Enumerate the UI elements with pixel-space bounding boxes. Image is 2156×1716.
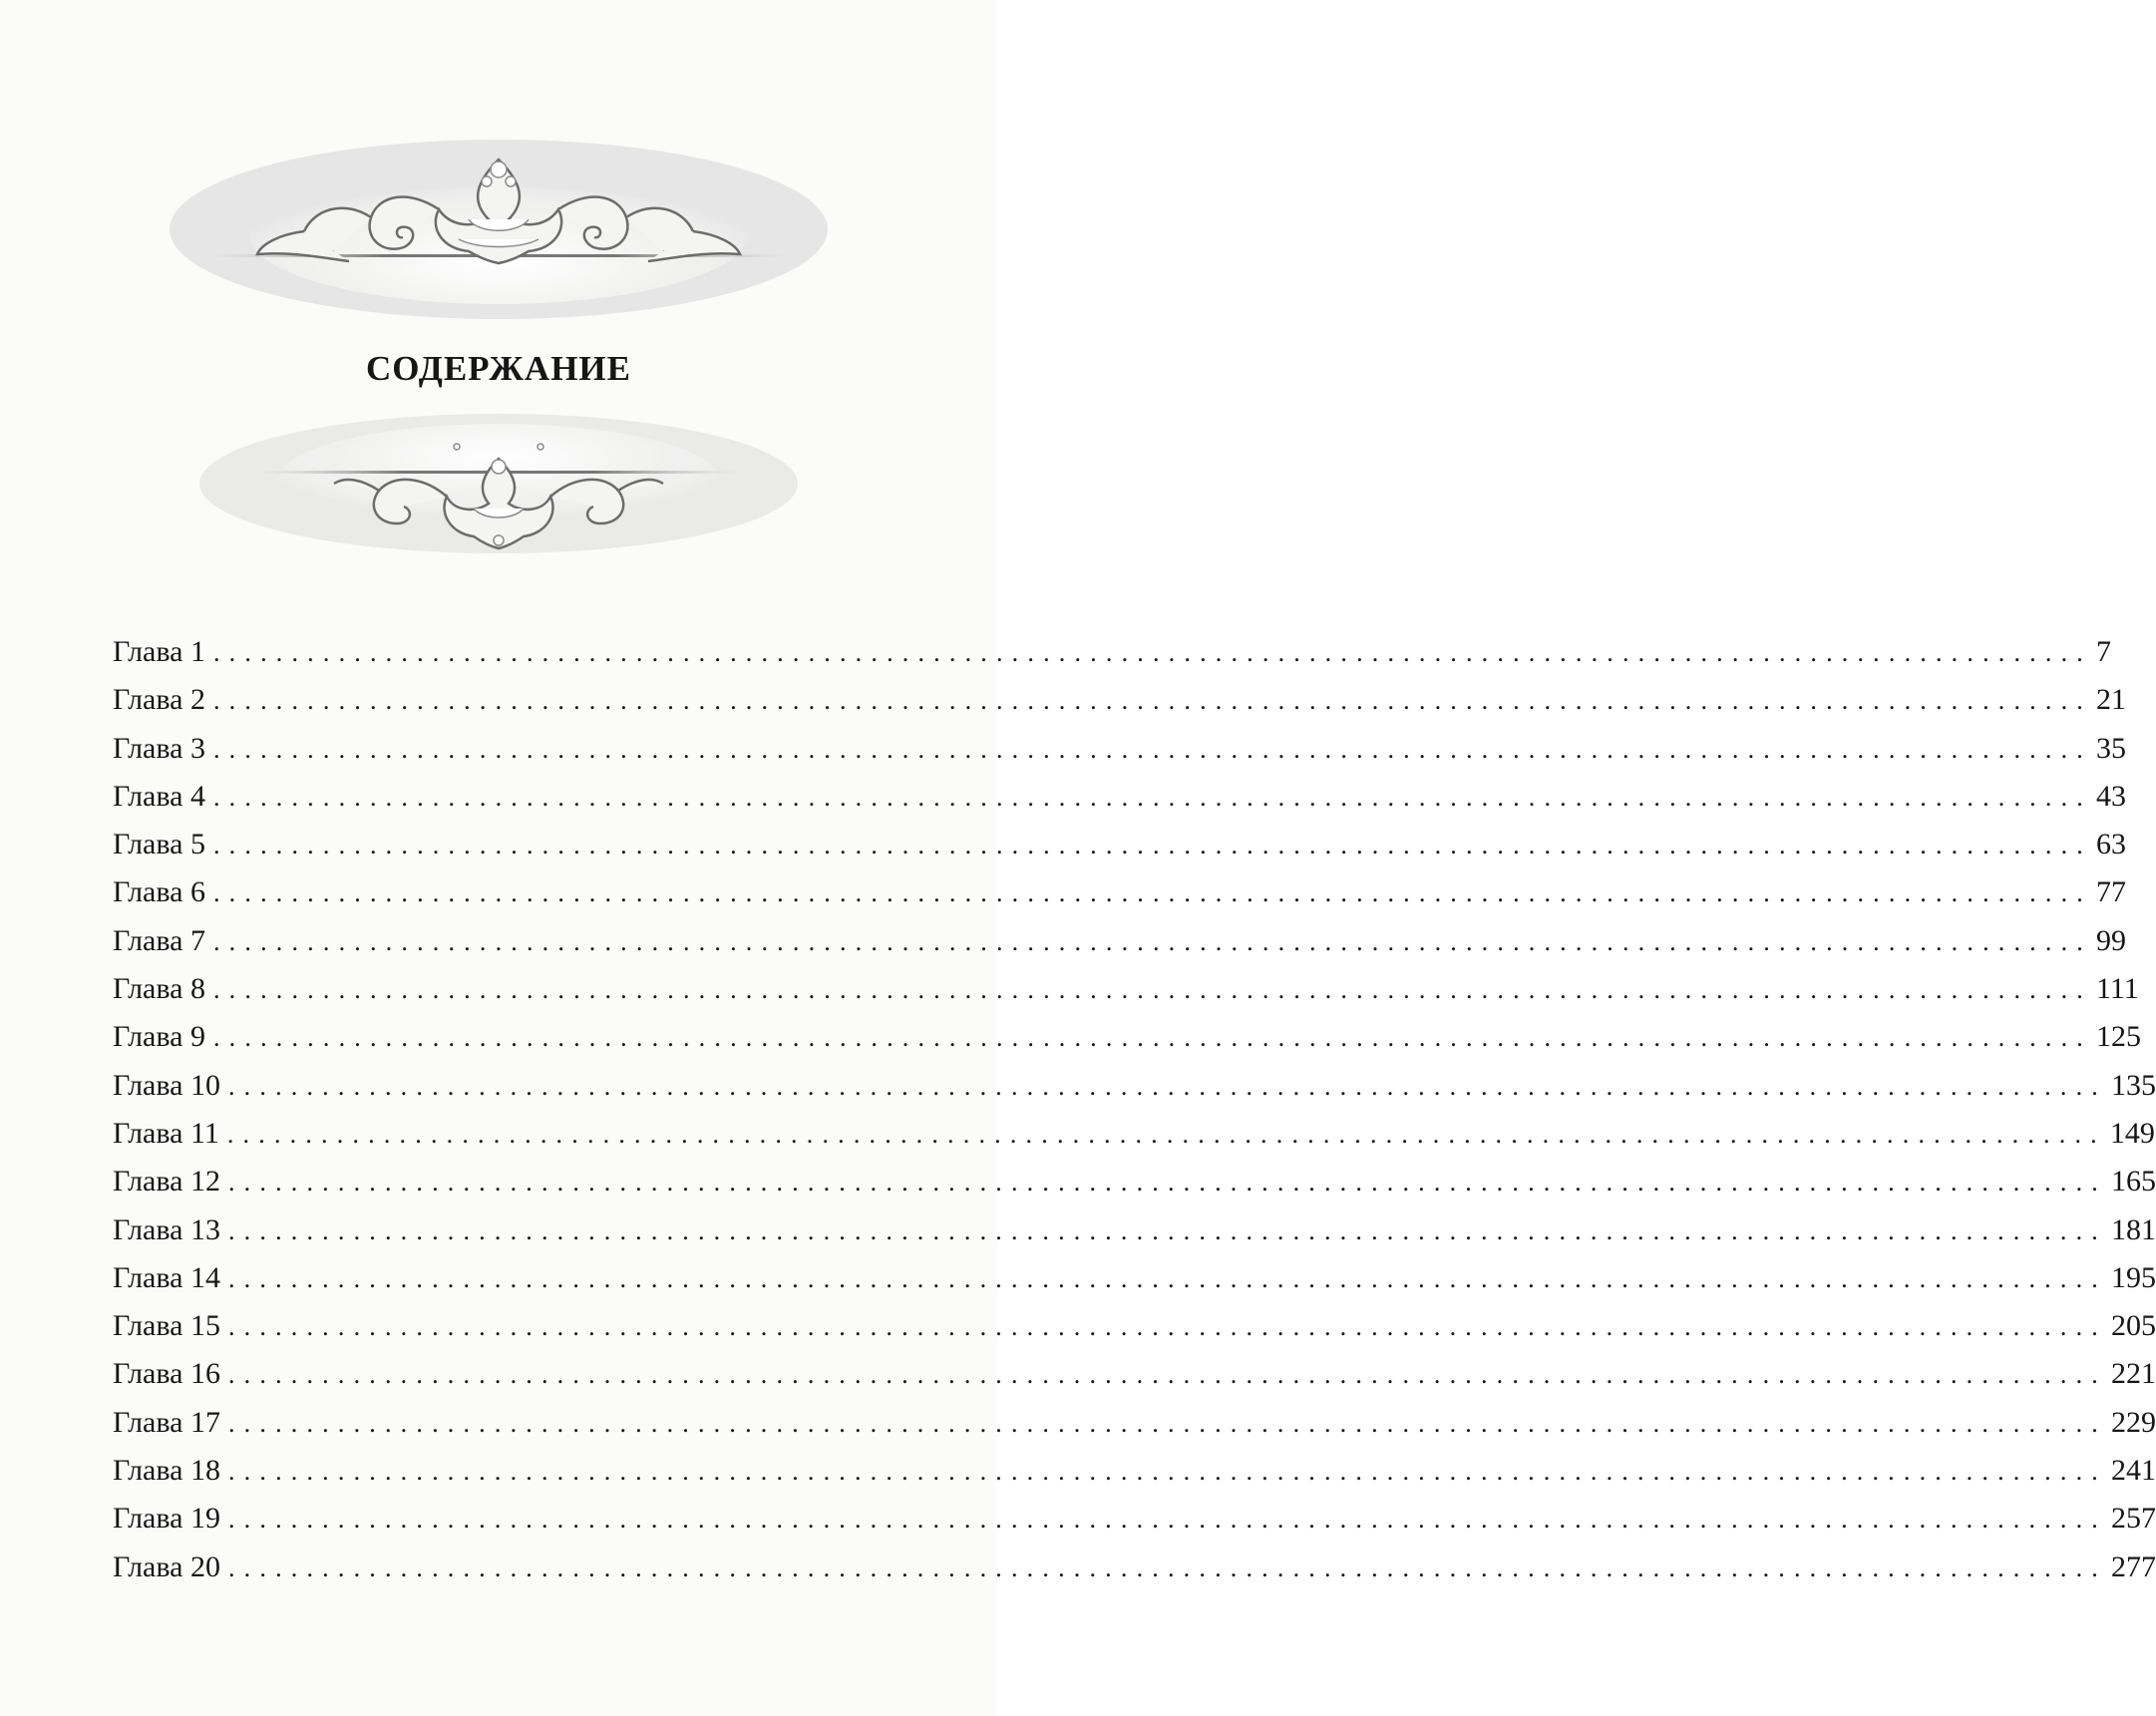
toc-entry-label: Глава 7 xyxy=(113,923,205,957)
toc-entry-page-number: 205 xyxy=(2110,1309,2156,1343)
toc-entry-label: Глава 1 xyxy=(113,635,205,668)
toc-entry-page-number: 99 xyxy=(2095,923,2126,957)
toc-entry-label: Глава 19 xyxy=(113,1502,220,1536)
dot-leader: ........................................................................................................................ xyxy=(212,686,2092,716)
toc-entry-label: Глава 4 xyxy=(113,779,205,813)
toc-entry xyxy=(113,1158,2156,1205)
toc-entry-label: Глава 3 xyxy=(113,731,205,765)
dot-leader: ........................................................................................................................ xyxy=(227,1071,2107,1101)
toc-entry-page-number: 43 xyxy=(2095,779,2126,813)
dot-leader: ........................................................................................................................ xyxy=(227,1505,2107,1535)
toc-entry-label: Глава 8 xyxy=(113,972,205,1006)
toc-entry-label: Глава 17 xyxy=(113,1405,220,1439)
toc-entry xyxy=(113,1110,2155,1158)
toc-entry xyxy=(113,628,2111,676)
toc-entry-page-number: 229 xyxy=(2110,1405,2156,1439)
top-ornament-icon xyxy=(0,140,997,319)
toc-entry xyxy=(113,1544,2156,1591)
table-of-contents xyxy=(113,628,2156,1591)
dot-leader: ........................................................................................................................ xyxy=(227,1168,2107,1198)
toc-entry xyxy=(113,1350,2156,1398)
dot-leader: ........................................................................................................................ xyxy=(227,1312,2107,1342)
toc-entry-label: Глава 9 xyxy=(113,1020,205,1054)
toc-entry xyxy=(113,821,2126,868)
dot-leader: ........................................................................................................................ xyxy=(227,1552,2107,1582)
toc-entry xyxy=(113,676,2126,724)
toc-entry-page-number: 221 xyxy=(2110,1357,2156,1391)
toc-entry-page-number: 21 xyxy=(2095,683,2126,717)
toc-entry-page-number: 257 xyxy=(2110,1502,2156,1536)
toc-entry-page-number: 195 xyxy=(2110,1260,2156,1294)
toc-entry-label: Глава 13 xyxy=(113,1212,220,1246)
toc-entry xyxy=(113,1399,2156,1447)
toc-entry xyxy=(113,1206,2156,1254)
toc-entry-page-number: 241 xyxy=(2110,1454,2156,1488)
toc-entry-label: Глава 18 xyxy=(113,1454,220,1488)
dot-leader: ........................................................................................................................ xyxy=(227,1215,2107,1245)
toc-entry xyxy=(113,1495,2156,1543)
toc-entry-page-number: 181 xyxy=(2110,1212,2156,1246)
toc-entry xyxy=(113,1302,2156,1350)
toc-entry-label: Глава 6 xyxy=(113,875,205,909)
toc-entry-page-number: 277 xyxy=(2110,1549,2156,1583)
page-title: СОДЕРЖАНИЕ xyxy=(365,349,631,388)
toc-entry-label: Глава 11 xyxy=(113,1116,219,1150)
toc-entry-page-number: 111 xyxy=(2095,972,2139,1006)
toc-entry-page-number: 165 xyxy=(2110,1165,2156,1199)
dot-leader: ........................................................................................................................ xyxy=(212,926,2092,956)
dot-leader: ........................................................................................................................ xyxy=(212,734,2092,764)
toc-entry xyxy=(113,773,2126,821)
toc-entry-label: Глава 16 xyxy=(113,1357,220,1391)
toc-entry-label: Глава 5 xyxy=(113,828,205,861)
toc-entry-page-number: 7 xyxy=(2095,635,2111,668)
dot-leader: ........................................................................................................................ xyxy=(227,1263,2107,1293)
toc-entry xyxy=(113,725,2126,773)
dot-leader: ........................................................................................................................ xyxy=(227,1408,2107,1438)
dot-leader: ........................................................................................................................ xyxy=(212,782,2092,812)
toc-entry-label: Глава 10 xyxy=(113,1068,220,1102)
toc-entry-label: Глава 15 xyxy=(113,1309,220,1343)
toc-entry xyxy=(113,965,2139,1013)
toc-entry-label: Глава 2 xyxy=(113,683,205,717)
toc-entry-label: Глава 14 xyxy=(113,1260,220,1294)
toc-entry xyxy=(113,1254,2156,1302)
bottom-ornament-icon xyxy=(0,429,997,578)
dot-leader: ........................................................................................................................ xyxy=(212,878,2092,908)
dot-leader: ........................................................................................................................ xyxy=(212,1023,2092,1053)
toc-entry-label: Глава 20 xyxy=(113,1549,220,1583)
dot-leader: ........................................................................................................................ xyxy=(212,831,2092,860)
dot-leader: ........................................................................................................................ xyxy=(226,1119,2106,1149)
toc-entry-page-number: 63 xyxy=(2095,828,2126,861)
dot-leader: ........................................................................................................................ xyxy=(227,1360,2107,1390)
toc-entry xyxy=(113,1013,2141,1061)
dot-leader: ........................................................................................................................ xyxy=(227,1457,2107,1487)
toc-entry-page-number: 149 xyxy=(2109,1116,2155,1150)
toc-entry-page-number: 125 xyxy=(2095,1020,2141,1054)
toc-entry xyxy=(113,868,2126,916)
toc-entry-page-number: 77 xyxy=(2095,875,2126,909)
toc-entry-page-number: 135 xyxy=(2110,1068,2156,1102)
toc-entry-label: Глава 12 xyxy=(113,1165,220,1199)
toc-entry xyxy=(113,1447,2156,1495)
toc-entry-page-number: 35 xyxy=(2095,731,2126,765)
dot-leader: ........................................................................................................................ xyxy=(212,975,2092,1005)
dot-leader: ........................................................................................................................ xyxy=(212,638,2092,667)
toc-entry xyxy=(113,917,2126,965)
toc-entry xyxy=(113,1062,2156,1110)
